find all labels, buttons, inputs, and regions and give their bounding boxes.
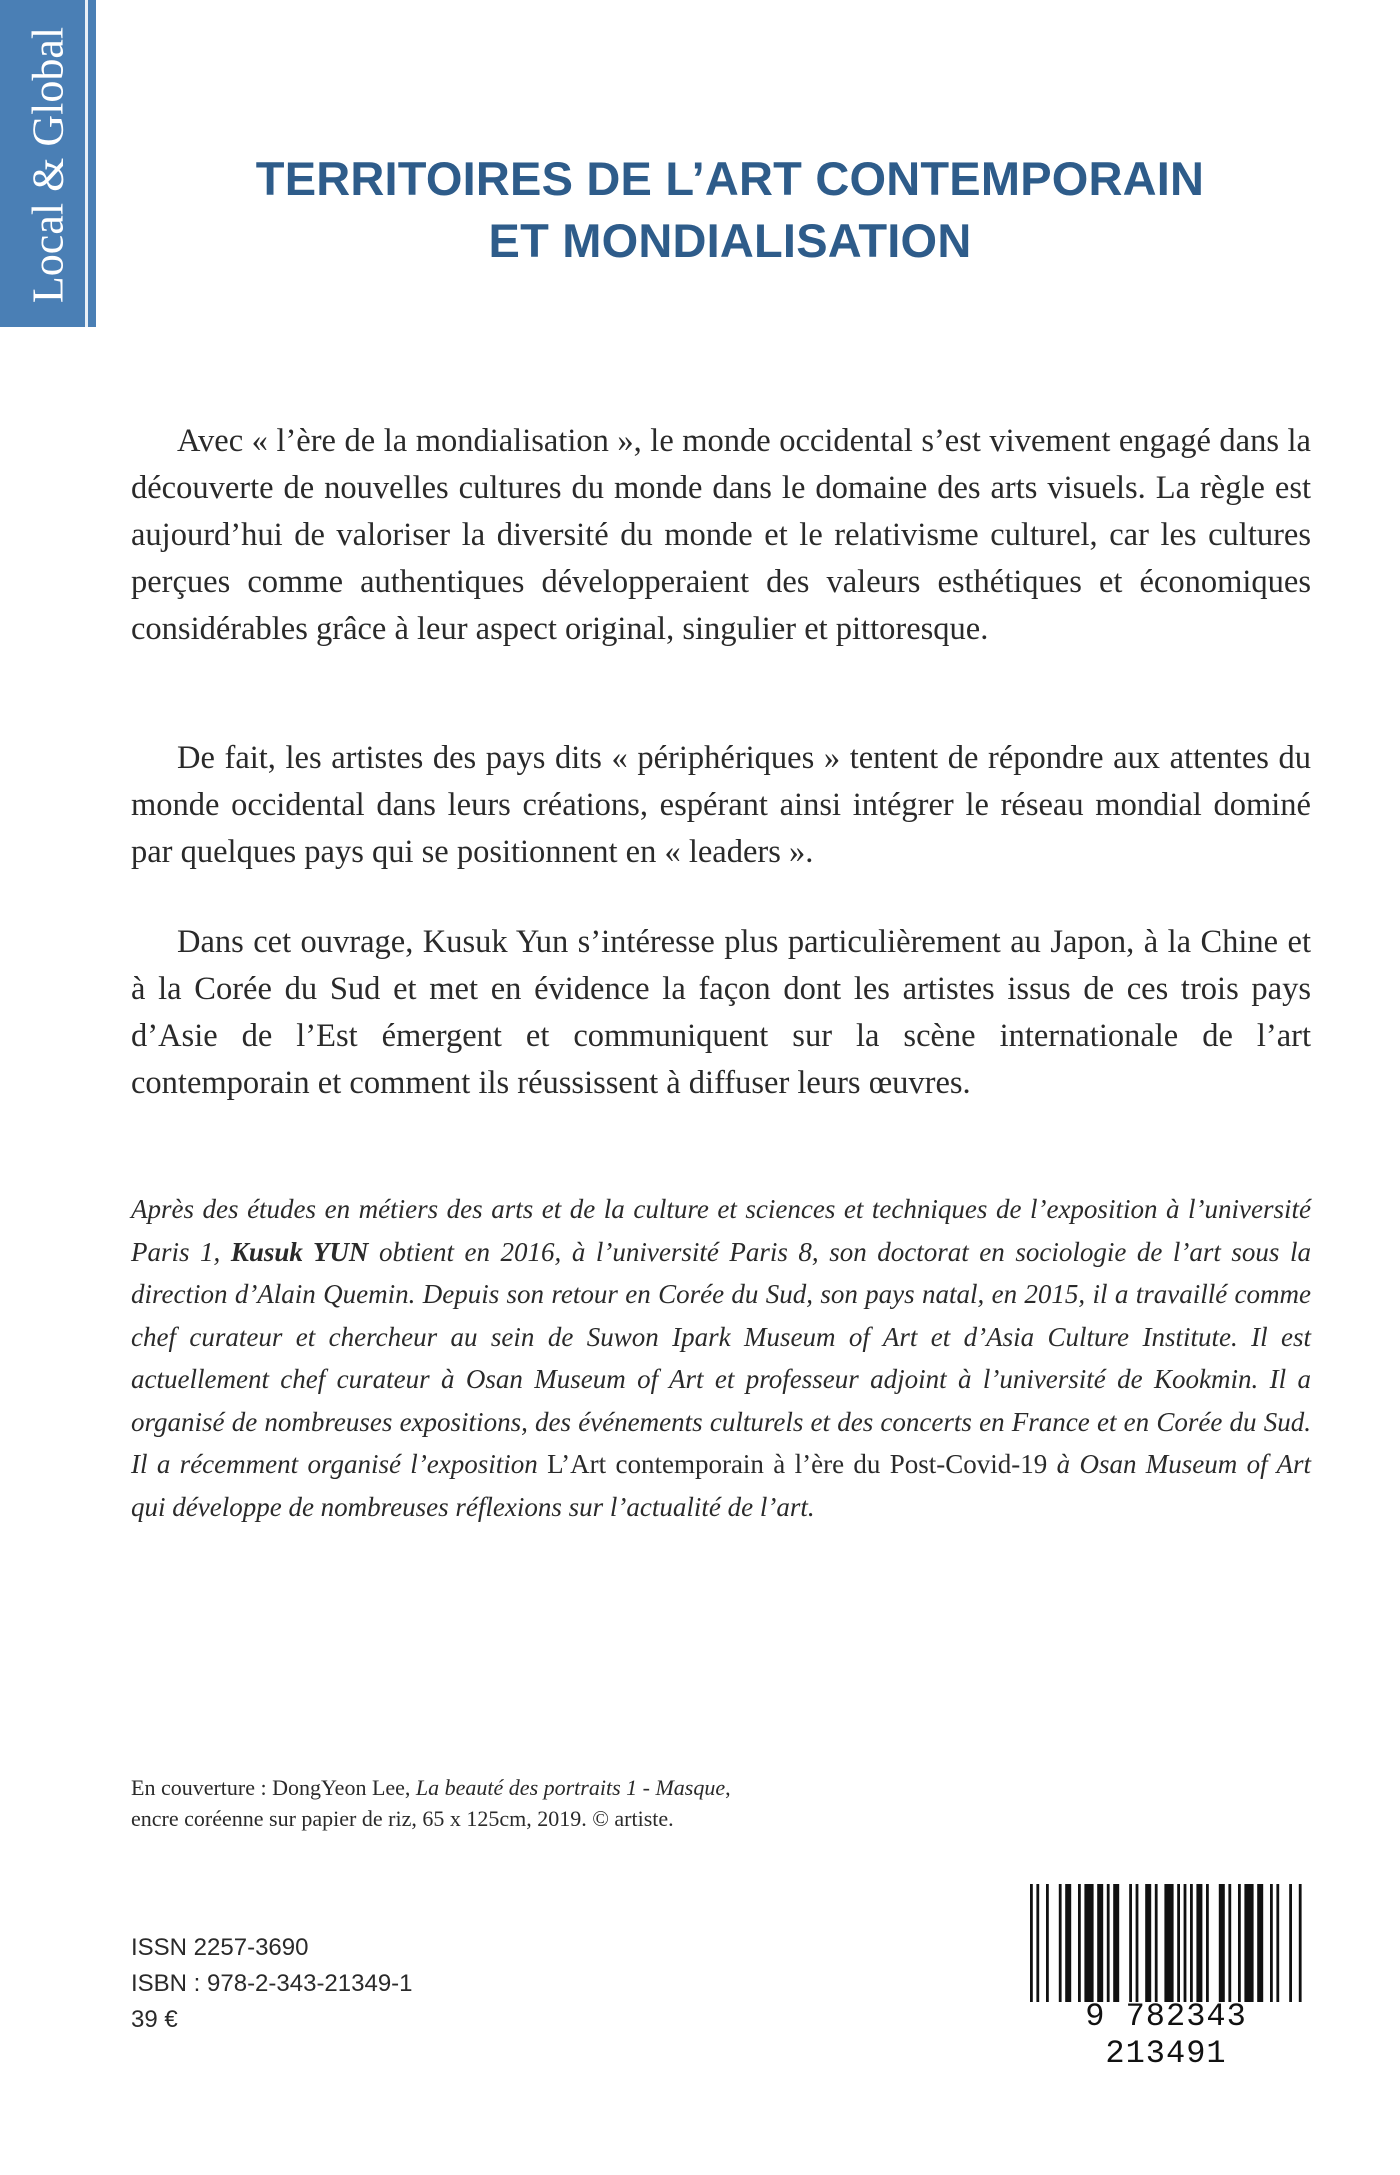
bio-text-end: à Osan Museum of Art qui développe de nombreuses réflexions sur l’actualité de l’art. bbox=[131, 1449, 1311, 1522]
barcode-digits: 9 782343 213491 bbox=[1085, 1998, 1247, 2072]
isbn: ISBN : 978-2-343-21349-1 bbox=[131, 1970, 413, 1997]
summary-paragraph-2: De fait, les artistes des pays dits « périphériques » tentent de répondre aux attentes du monde occidental dans leurs créations, espérant ainsi intégrer le réseau mondial dominé par quelques pays qui se positionnent en « leaders ». bbox=[131, 740, 1311, 870]
exhibition-title: L’Art contemporain à l’ère du Post-Covid-19 bbox=[547, 1449, 1048, 1479]
barcode-bar bbox=[1155, 1884, 1158, 2002]
barcode-bar bbox=[1097, 1884, 1103, 2002]
issn: ISSN 2257-3690 bbox=[131, 1934, 309, 1961]
barcode-bar bbox=[1276, 1884, 1279, 2002]
author-bio bbox=[131, 1188, 1311, 1528]
barcode-bar bbox=[1084, 1884, 1093, 2002]
barcode bbox=[1016, 1876, 1316, 2072]
summary-paragraph-1: Avec « l’ère de la mondialisation », le monde occidental s’est vivement engagé dans la découverte de nouvelles cultures du monde dans le domaine des arts visuels. La règle est aujourd’hui de valoriser la diversité du monde et le relativisme culturel, car les cultures perçues comme authentiques développeraient des valeurs esthétiques et économiques considérables grâce à leur aspect original, singulier et pittoresque. bbox=[131, 423, 1311, 647]
barcode-bar bbox=[1046, 1884, 1049, 2002]
credit-prefix: En couverture : DongYeon Lee, bbox=[131, 1775, 416, 1800]
barcode-bar bbox=[1107, 1884, 1110, 2002]
barcode-bar bbox=[1238, 1884, 1241, 2002]
barcode-bar bbox=[1059, 1884, 1062, 2002]
barcode-bar bbox=[1257, 1884, 1263, 2002]
barcode-bar bbox=[1219, 1884, 1225, 2002]
bio-text-start: Après des études en métiers des arts et de la culture et sciences et techniques de l’exposition à l’université Paris 1, bbox=[131, 1194, 1311, 1267]
barcode-bar bbox=[1206, 1884, 1209, 2002]
bio-text-middle: obtient en 2016, à l’université Paris 8, son doctorat en sociologie de l’art sous la direction d’Alain Quemin. Depuis son retour en Corée du Sud, son pays natal, en 2015, il a travaillé comme chef curateur et chercheur au sein de Suwon Ipark Museum of Art et d’Asia Culture Institute. Il est actuellement chef curateur à Osan Museum of Art et professeur adjoint à l’université de Kookmin. Il a organisé de nombreuses expositions, des événements culturels et des concerts en France et en Corée du Sud. Il a récemment organisé l’exposition bbox=[131, 1236, 1311, 1479]
barcode-bar bbox=[1289, 1884, 1292, 2002]
credit-artwork-title: La beauté des portraits 1 - Masque bbox=[415, 1775, 726, 1800]
series-tab bbox=[0, 0, 96, 327]
barcode-bar bbox=[1065, 1884, 1071, 2002]
barcode-bar bbox=[1136, 1884, 1139, 2002]
barcode-bar bbox=[1177, 1884, 1180, 2002]
price: 39 € bbox=[131, 2006, 178, 2033]
barcode-bar bbox=[1129, 1884, 1132, 2002]
series-label: Local & Global bbox=[23, 26, 73, 304]
barcode-bar bbox=[1190, 1884, 1193, 2002]
credit-details: encre coréenne sur papier de riz, 65 x 125cm, 2019. © artiste. bbox=[131, 1806, 674, 1831]
barcode-bar bbox=[1145, 1884, 1151, 2002]
barcode-bar bbox=[1299, 1884, 1302, 2002]
author-name: Kusuk YUN bbox=[230, 1236, 369, 1267]
barcode-bars bbox=[1028, 1884, 1304, 2002]
barcode-bar bbox=[1270, 1884, 1273, 2002]
barcode-bar bbox=[1113, 1884, 1119, 2002]
barcode-bar bbox=[1078, 1884, 1081, 2002]
barcode-bar bbox=[1164, 1884, 1173, 2002]
book-title-line-1: TERRITOIRES DE L’ART CONTEMPORAIN bbox=[255, 152, 1205, 205]
barcode-bar bbox=[1036, 1884, 1039, 2002]
credit-suffix: , bbox=[725, 1775, 731, 1800]
barcode-bar bbox=[1228, 1884, 1231, 2002]
publication-info bbox=[131, 1930, 413, 2038]
series-divider-line bbox=[85, 0, 88, 327]
summary-paragraph-3: Dans cet ouvrage, Kusuk Yun s’intéresse plus particulièrement au Japon, à la Chine et à la Corée du Sud et met en évidence la façon dont les artistes issus de ces trois pays d’Asie de l’Est émergent et communiquent sur la scène internationale de l’art contemporain et comment ils réussissent à diffuser leurs œuvres. bbox=[131, 924, 1311, 1101]
barcode-bar bbox=[1184, 1884, 1187, 2002]
book-title-line-2: ET MONDIALISATION bbox=[488, 214, 972, 267]
barcode-bar bbox=[1244, 1884, 1253, 2002]
cover-credit bbox=[131, 1772, 931, 1834]
barcode-bar bbox=[1196, 1884, 1202, 2002]
barcode-bar bbox=[1030, 1884, 1033, 2002]
